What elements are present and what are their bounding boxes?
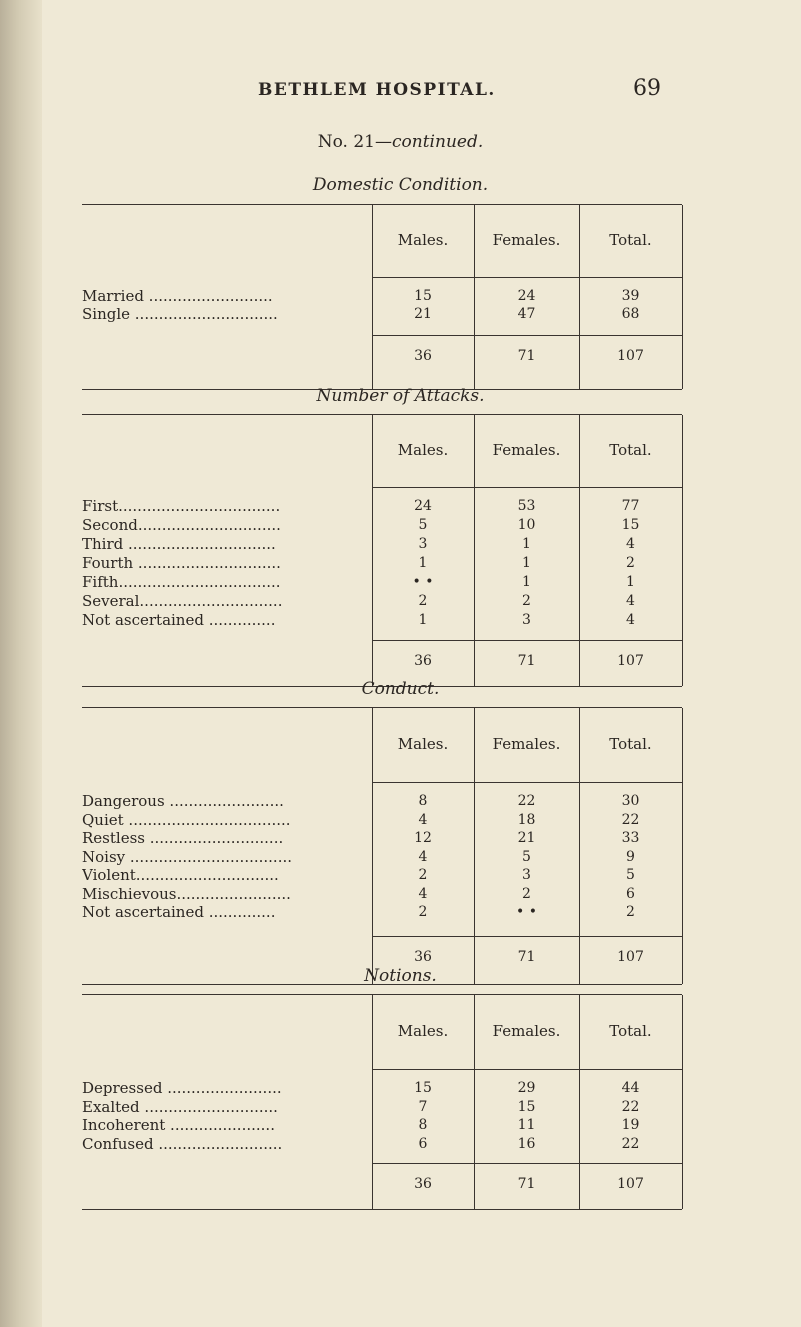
cell-total: 5 (626, 867, 635, 883)
row-label: Violent.............................. (82, 866, 279, 884)
column-header-total: Total. (609, 231, 652, 249)
cell-females: 10 (517, 517, 536, 533)
cell-females: 11 (517, 1117, 536, 1133)
stat-table (82, 204, 682, 390)
row-label: Quiet .................................. (82, 810, 291, 829)
column-header-males: Males. (397, 1022, 449, 1040)
row-label: Mischievous........................ (82, 884, 291, 903)
header-rule (372, 782, 682, 783)
cell-males: 8 (418, 1117, 428, 1133)
total-total: 107 (617, 948, 644, 965)
cell-males: 2 (418, 593, 428, 609)
cell-females: 15 (517, 1098, 536, 1115)
cell-total: 15 (621, 517, 640, 533)
column-rule (682, 708, 683, 984)
cell-males: 5 (418, 517, 428, 533)
column-header-females: Females. (492, 735, 561, 753)
stat-table (82, 994, 682, 1210)
cell-males: 7 (418, 1098, 428, 1115)
cell-males: • • (412, 574, 434, 590)
column-header-females: Females. (492, 1022, 561, 1040)
row-label: Dangerous ........................ (82, 792, 284, 810)
cell-females: 3 (522, 867, 531, 883)
column-header-females: Females. (492, 441, 561, 459)
page-edge-shadow (0, 0, 42, 1327)
header-rule (372, 487, 682, 488)
cell-males: 2 (418, 904, 428, 920)
row-label: First.................................. (82, 497, 281, 515)
sum-rule (372, 640, 682, 641)
column-rule (682, 995, 683, 1209)
cell-females: 22 (517, 793, 536, 809)
header-rule (372, 277, 682, 278)
cell-total: 2 (626, 904, 635, 920)
sum-rule (372, 335, 682, 336)
cell-total: 1 (626, 574, 635, 590)
cell-females: • • (516, 904, 537, 920)
cell-total: 6 (626, 885, 635, 902)
cell-females: 1 (522, 536, 531, 552)
row-label: Fifth.................................. (82, 573, 281, 591)
cell-females: 1 (522, 555, 531, 571)
column-rule (682, 205, 683, 389)
cell-males: 2 (418, 867, 428, 883)
cell-males: 4 (418, 848, 428, 865)
cell-females: 53 (517, 498, 536, 514)
column-header-total: Total. (609, 1022, 652, 1040)
cell-total: 33 (621, 830, 640, 846)
section-title: Conduct. (361, 679, 440, 699)
page-number: 69 (633, 76, 661, 101)
cell-total: 39 (621, 288, 640, 304)
table-number: No. 21 (317, 132, 376, 152)
cell-females: 24 (517, 288, 536, 304)
row-label: Incoherent ...................... (82, 1116, 275, 1134)
cell-total: 9 (626, 848, 635, 865)
cell-males: 3 (418, 536, 428, 552)
cell-males: 4 (418, 811, 428, 828)
cell-males: 1 (418, 612, 428, 628)
column-header-males: Males. (397, 735, 449, 753)
stat-table (82, 707, 682, 985)
column-header-total: Total. (609, 735, 652, 753)
cell-total: 4 (626, 612, 635, 628)
sum-rule (372, 1163, 682, 1164)
table-heading (0, 132, 801, 152)
total-females: 71 (517, 653, 536, 669)
sum-rule (372, 936, 682, 937)
total-males: 36 (414, 653, 432, 669)
cell-total: 30 (621, 793, 640, 809)
column-header-total: Total. (609, 441, 652, 459)
cell-males: 1 (418, 555, 428, 571)
total-total: 107 (617, 653, 644, 669)
row-label: Fourth .............................. (82, 554, 281, 572)
cell-males: 15 (414, 1080, 432, 1096)
column-header-males: Males. (397, 231, 449, 249)
cell-females: 1 (522, 574, 531, 590)
cell-females: 2 (522, 885, 531, 902)
cell-total: 44 (621, 1080, 640, 1096)
row-label: Restless ............................ (82, 829, 284, 847)
row-label: Exalted ............................ (82, 1097, 278, 1116)
section-title: Notions. (364, 966, 437, 986)
cell-females: 47 (517, 306, 536, 322)
cell-males: 4 (418, 885, 428, 902)
cell-total: 22 (621, 811, 640, 828)
cell-females: 18 (517, 811, 536, 828)
row-label: Confused .......................... (82, 1134, 283, 1153)
cell-males: 8 (418, 793, 428, 809)
total-females: 71 (517, 348, 536, 364)
cell-total: 68 (621, 306, 640, 322)
column-header-males: Males. (397, 441, 449, 459)
cell-males: 21 (414, 306, 432, 322)
page-header (0, 76, 801, 110)
cell-total: 77 (621, 498, 640, 514)
cell-total: 4 (626, 536, 635, 552)
column-rule (682, 415, 683, 686)
row-label: Noisy .................................. (82, 847, 293, 866)
row-label: Married .......................... (82, 287, 273, 305)
running-head: BETHLEM HOSPITAL. (258, 80, 496, 100)
cell-total: 4 (626, 593, 635, 609)
cell-total: 22 (621, 1098, 640, 1115)
row-label: Single .............................. (82, 305, 278, 323)
cell-females: 3 (522, 612, 531, 628)
total-total: 107 (617, 348, 644, 364)
cell-females: 21 (517, 830, 536, 846)
row-label: Several.............................. (82, 592, 283, 610)
table-continued: —continued. (375, 132, 484, 152)
cell-females: 2 (522, 593, 531, 609)
cell-females: 29 (517, 1080, 536, 1096)
total-females: 71 (517, 1176, 536, 1192)
total-males: 36 (414, 348, 432, 364)
row-label: Not ascertained .............. (82, 611, 276, 629)
section-title: Domestic Condition. (312, 175, 489, 195)
cell-females: 5 (522, 848, 531, 865)
cell-males: 6 (418, 1135, 428, 1152)
row-label: Not ascertained .............. (82, 903, 276, 921)
cell-females: 16 (517, 1135, 536, 1152)
total-females: 71 (517, 948, 536, 965)
total-males: 36 (414, 948, 432, 965)
stat-table (82, 414, 682, 687)
cell-total: 22 (621, 1135, 640, 1152)
row-label: Depressed ........................ (82, 1079, 282, 1097)
cell-total: 2 (626, 555, 635, 571)
total-total: 107 (617, 1176, 644, 1192)
section-title: Number of Attacks. (316, 386, 485, 406)
cell-males: 24 (414, 498, 432, 514)
cell-males: 15 (414, 288, 432, 304)
total-males: 36 (414, 1176, 432, 1192)
column-header-females: Females. (492, 231, 561, 249)
cell-males: 12 (414, 830, 432, 846)
header-rule (372, 1069, 682, 1070)
cell-total: 19 (621, 1117, 640, 1133)
row-label: Third ............................... (82, 535, 276, 553)
row-label: Second.............................. (82, 516, 281, 534)
